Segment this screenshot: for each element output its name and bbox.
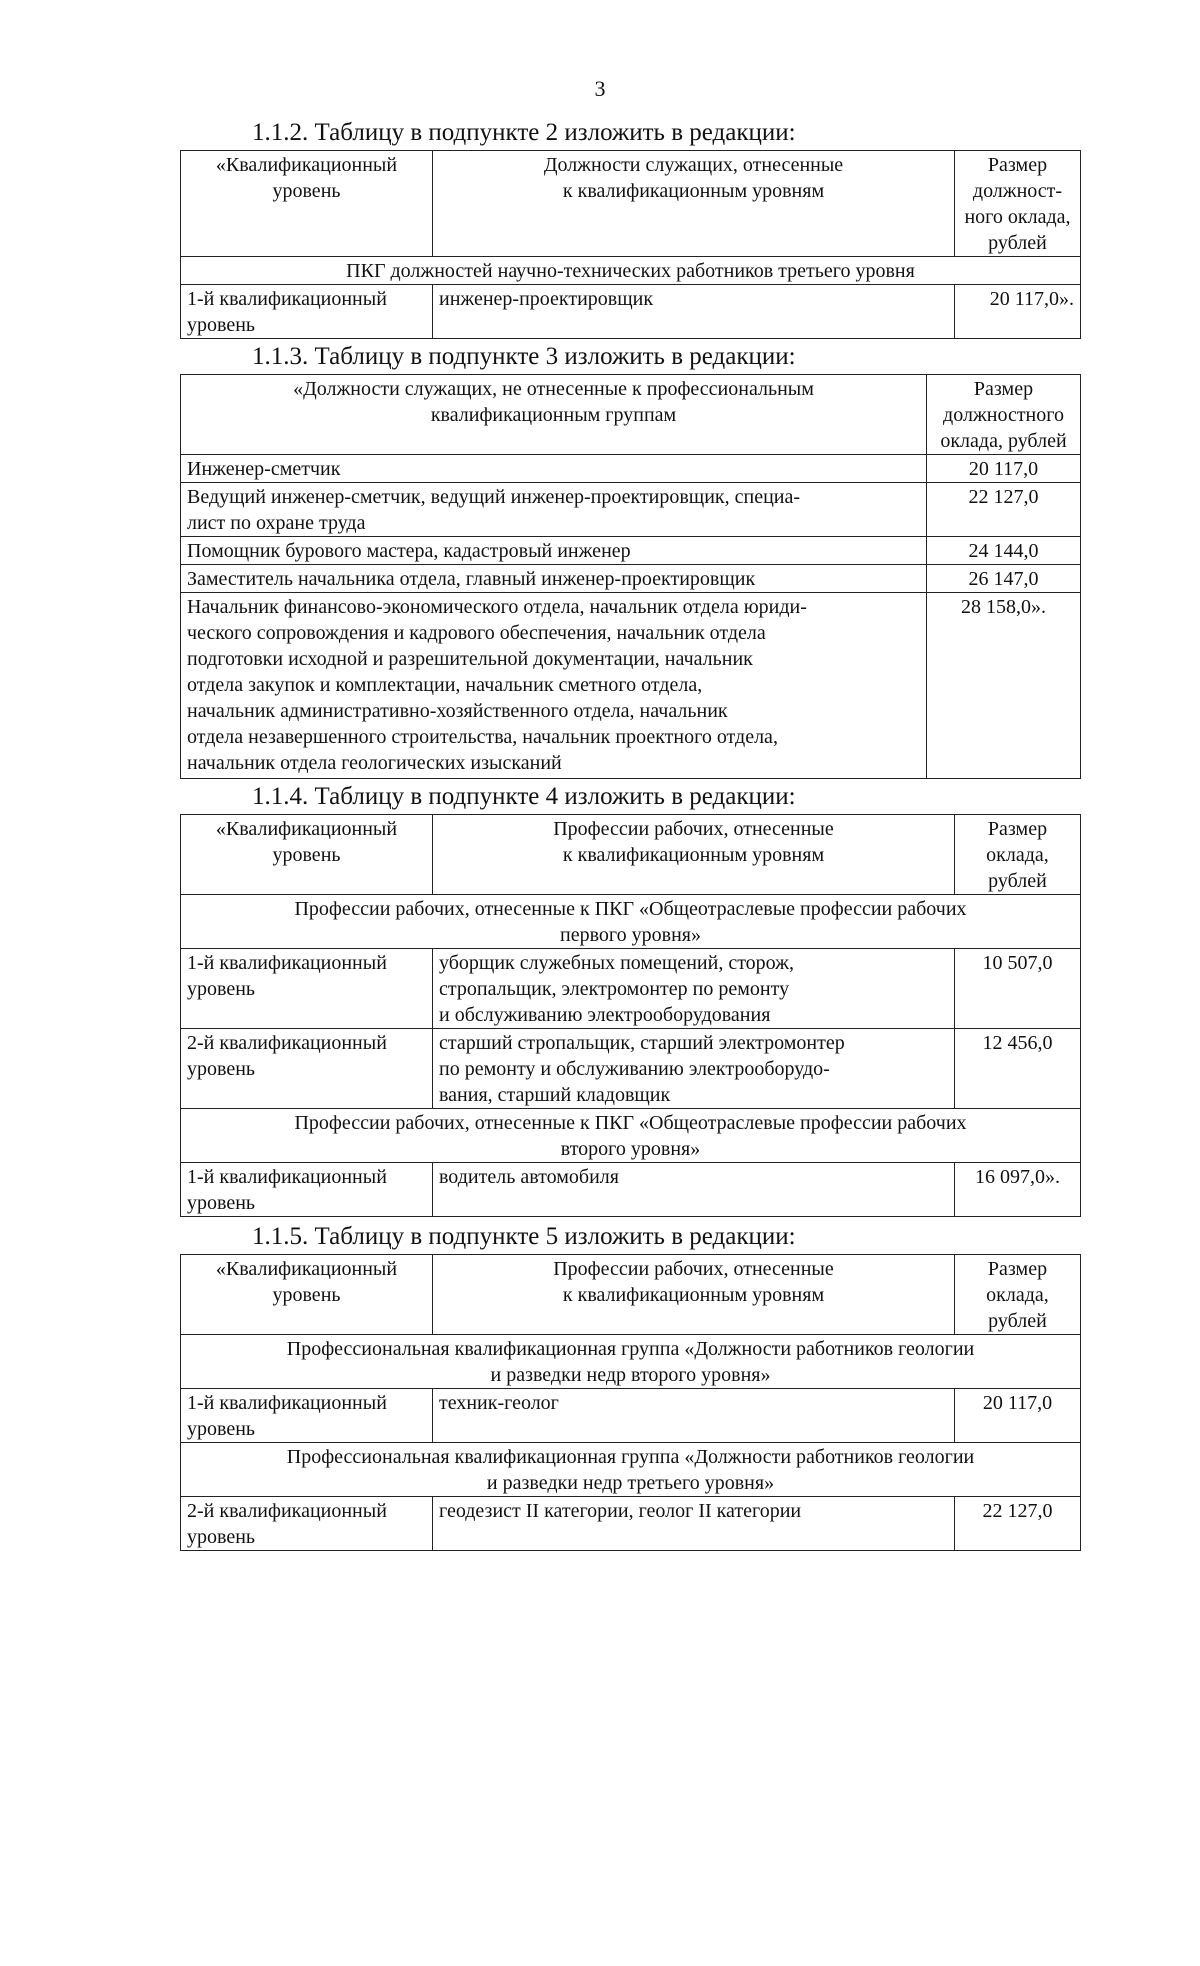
table-subpoint-3 [180,374,1081,779]
header-positions: Должности служащих, отнесенные к квалификационным уровням [433,151,955,257]
cell-salary: 20 117,0 [927,455,1081,483]
section-heading-1-1-5: 1.1.5. Таблицу в подпункте 5 изложить в редакции: [252,1223,796,1250]
cell-salary: 22 127,0 [927,483,1081,537]
cell-salary: 20 117,0». [955,285,1081,339]
cell-positions: инженер-проектировщик [433,285,955,339]
table-subpoint-5 [180,1254,1081,1551]
header-salary: Размер оклада, рублей [955,815,1081,895]
table-row [181,1389,1081,1443]
header-qualification-level: «Квалификационный уровень [181,151,433,257]
cell-salary: 22 127,0 [955,1497,1081,1551]
page-number: 3 [594,76,606,101]
cell-salary: 28 158,0». [927,593,1081,779]
group-title: ПКГ должностей научно-технических работников третьего уровня [181,257,1081,285]
table-subpoint-4 [180,814,1081,1217]
cell-positions: водитель автомобиля [433,1163,955,1217]
group-title: Профессии рабочих, отнесенные к ПКГ «Общеотраслевые профессии рабочих первого уровня» [181,895,1081,949]
table-row [181,593,1081,779]
cell-positions: Ведущий инженер-сметчик, ведущий инженер-проектировщик, специа- лист по охране труда [181,483,927,537]
table-row [181,537,1081,565]
cell-salary: 20 117,0 [955,1389,1081,1443]
table-subpoint-2 [180,150,1081,339]
header-qualification-level: «Квалификационный уровень [181,1255,433,1335]
cell-level: 1-й квалификационный уровень [181,1389,433,1443]
header-salary: Размер должностного оклада, рублей [927,375,1081,455]
cell-salary: 12 456,0 [955,1029,1081,1109]
cell-salary: 26 147,0 [927,565,1081,593]
cell-level: 1-й квалификационный уровень [181,285,433,339]
table-row [181,1029,1081,1109]
cell-level: 1-й квалификационный уровень [181,1163,433,1217]
header-salary: Размер оклада, рублей [955,1255,1081,1335]
table-row [181,483,1081,537]
cell-level: 2-й квалификационный уровень [181,1029,433,1109]
cell-positions: Инженер-сметчик [181,455,927,483]
cell-salary: 24 144,0 [927,537,1081,565]
cell-positions: геодезист II категории, геолог II категории [433,1497,955,1551]
cell-level: 2-й квалификационный уровень [181,1497,433,1551]
cell-salary: 10 507,0 [955,949,1081,1029]
cell-positions: Заместитель начальника отдела, главный инженер-проектировщик [181,565,927,593]
table-row [181,1163,1081,1217]
header-positions: «Должности служащих, не отнесенные к профессиональным квалификационным группам [181,375,927,455]
cell-salary: 16 097,0». [955,1163,1081,1217]
header-qualification-level: «Квалификационный уровень [181,815,433,895]
group-title: Профессиональная квалификационная группа «Должности работников геологии и разведки недр третьего уровня» [181,1443,1081,1497]
table-row [181,455,1081,483]
header-professions: Профессии рабочих, отнесенные к квалификационным уровням [433,815,955,895]
header-salary: Размер должност- ного оклада, рублей [955,151,1081,257]
section-heading-1-1-2: 1.1.2. Таблицу в подпункте 2 изложить в редакции: [252,119,796,146]
header-professions: Профессии рабочих, отнесенные к квалификационным уровням [433,1255,955,1335]
table-row [181,285,1081,339]
section-heading-1-1-4: 1.1.4. Таблицу в подпункте 4 изложить в редакции: [252,783,796,810]
cell-positions: старший стропальщик, старший электромонтер по ремонту и обслуживанию электрооборудо- вания, старший кладовщик [433,1029,955,1109]
table-row [181,949,1081,1029]
cell-positions: Помощник бурового мастера, кадастровый инженер [181,537,927,565]
cell-positions: техник-геолог [433,1389,955,1443]
cell-level: 1-й квалификационный уровень [181,949,433,1029]
table-row [181,1497,1081,1551]
group-title: Профессиональная квалификационная группа «Должности работников геологии и разведки недр второго уровня» [181,1335,1081,1389]
cell-positions: Начальник финансово-экономического отдела, начальник отдела юриди- ческого сопровождения и кадрового обеспечения, начальник отдела подготовки исходной и разрешительной документации, начальник отдела закупок и комплектации, начальник сметного отдела, начальник административно-хозяйственного отдела, начальник отдела незавершенного строительства, начальник проектного отдела, начальник отдела геологических изысканий [181,593,927,779]
cell-positions: уборщик служебных помещений, сторож, стропальщик, электромонтер по ремонту и обслуживанию электрооборудования [433,949,955,1029]
table-row [181,565,1081,593]
group-title: Профессии рабочих, отнесенные к ПКГ «Общеотраслевые профессии рабочих второго уровня» [181,1109,1081,1163]
section-heading-1-1-3: 1.1.3. Таблицу в подпункте 3 изложить в редакции: [252,343,796,370]
